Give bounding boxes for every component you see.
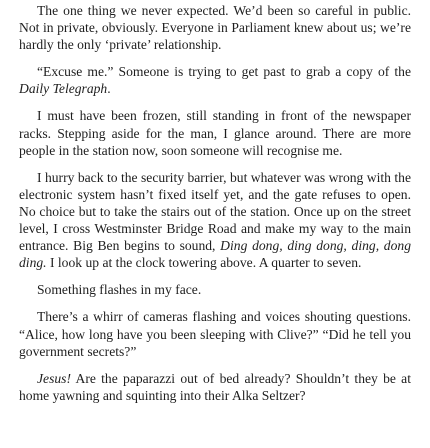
paragraph-2 [19, 63, 411, 97]
paragraph-6-text: There’s a whirr of cameras flashing and voices shouting questions. “Alice, how long have you been sleeping with Clive?” “Did he tell you government secrets?” [19, 309, 411, 359]
paragraph-3 [19, 107, 411, 158]
book-page [19, 2, 411, 404]
paragraph-4-text-end: I look up at the clock towering above. A quarter to seven. [46, 255, 362, 271]
paragraph-7-text: Are the paparazzi out of bed already? Shouldn’t they be at home yawning and squinting into their Alka Seltzer? [19, 370, 411, 403]
big-ben-chime: Ding dong, ding dong, ding, dong ding. [19, 238, 411, 271]
paragraph-4 [19, 169, 411, 272]
newspaper-title: Daily Telegraph [19, 81, 108, 97]
paragraph-4-text-start: I hurry back to the security barrier, but whatever was wrong with the electronic system hasn’t fixed itself yet, and the gate refuses to open. No choice but to take the stairs out of the station. Once up on the street level, I cross Westminster Bridge Road and make my way to the main entrance. Big Ben begins to sound, [19, 169, 411, 254]
paragraph-1-text: The one thing we never expected. We’d been so careful in public. Not in private, obviously. Everyone in Parliament knew about us; we’re hardly the only ‘private’ relationship. [19, 3, 411, 53]
paragraph-2-text-end: . [107, 81, 111, 97]
paragraph-1 [19, 2, 411, 53]
paragraph-5 [19, 281, 411, 298]
paragraph-7 [19, 370, 411, 404]
exclamation: Jesus! [37, 370, 71, 386]
paragraph-6 [19, 308, 411, 359]
paragraph-2-text-start: “Excuse me.” Someone is trying to get past to grab a copy of the [37, 64, 411, 80]
paragraph-3-text: I must have been frozen, still standing in front of the newspaper racks. Stepping aside for the man, I glance around. There are more people in the station now, soon someone will recognise me. [19, 108, 411, 158]
paragraph-5-text: Something flashes in my face. [37, 282, 202, 298]
